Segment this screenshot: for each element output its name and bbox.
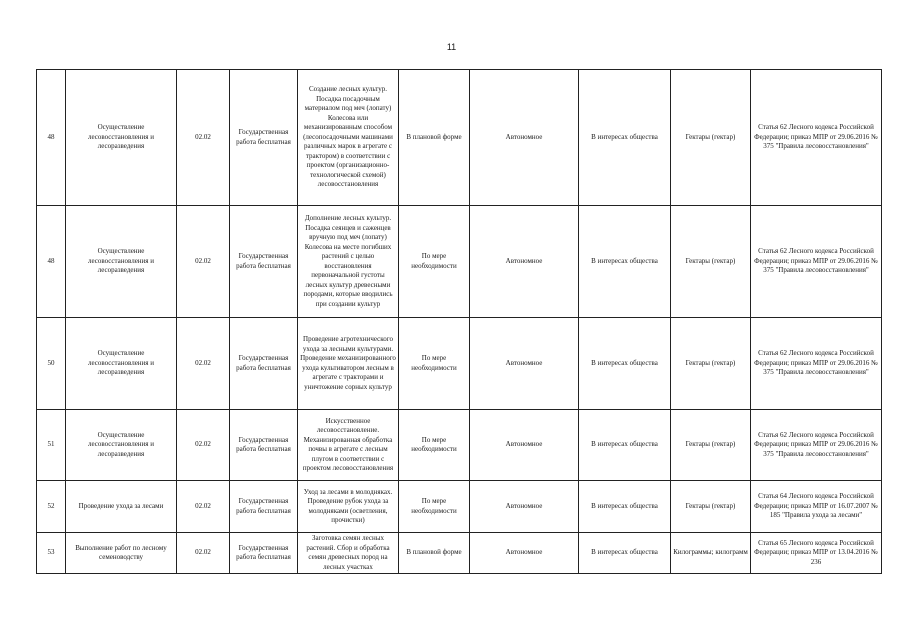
row-number: 52 [37, 481, 66, 533]
page-number: 11 [446, 42, 457, 52]
row-number: 51 [37, 410, 66, 481]
work-mode: Автономное [470, 481, 579, 533]
work-code: 02.02 [177, 318, 230, 410]
work-code: 02.02 [177, 70, 230, 206]
work-type: Государственная работа бесплатная [230, 533, 298, 574]
work-interest: В интересах общества [579, 410, 671, 481]
work-code: 02.02 [177, 481, 230, 533]
work-form: По мере необходимости [399, 481, 470, 533]
work-mode: Автономное [470, 206, 579, 318]
work-form: По мере необходимости [399, 206, 470, 318]
work-code: 02.02 [177, 533, 230, 574]
table-row [37, 70, 882, 206]
work-unit: Гектары (гектар) [671, 481, 751, 533]
work-unit: Гектары (гектар) [671, 410, 751, 481]
legal-basis: Статья 62 Лесного кодекса Российской Федерации; приказ МПР от 29.06.2016 № 375 "Правила лесовосстановления" [751, 70, 882, 206]
work-description: Уход за лесами в молодняках. Проведение рубок ухода за молодняками (осветления, прочистки) [298, 481, 399, 533]
table-row [37, 206, 882, 318]
work-form: В плановой форме [399, 533, 470, 574]
work-unit: Гектары (гектар) [671, 206, 751, 318]
work-description: Дополнение лесных культур. Посадка сеянцев и саженцев вручную под меч (лопату) Колесова на месте погибших растений с целью восстановления первоначальной густоты лесных культур древесными породами, которые вводились при создании культур [298, 206, 399, 318]
work-name: Осуществление лесовосстановления и лесоразведения [66, 206, 177, 318]
work-description: Заготовка семян лесных растений. Сбор и обработка семян древесных пород на лесных участках [298, 533, 399, 574]
table-row [37, 481, 882, 533]
work-type: Государственная работа бесплатная [230, 70, 298, 206]
legal-basis: Статья 62 Лесного кодекса Российской Федерации; приказ МПР от 29.06.2016 № 375 "Правила лесовосстановления" [751, 318, 882, 410]
work-form: По мере необходимости [399, 318, 470, 410]
work-interest: В интересах общества [579, 70, 671, 206]
row-number: 48 [37, 70, 66, 206]
work-interest: В интересах общества [579, 318, 671, 410]
row-number: 50 [37, 318, 66, 410]
work-form: По мере необходимости [399, 410, 470, 481]
work-form: В плановой форме [399, 70, 470, 206]
work-name: Осуществление лесовосстановления и лесоразведения [66, 318, 177, 410]
work-unit: Гектары (гектар) [671, 318, 751, 410]
work-interest: В интересах общества [579, 481, 671, 533]
work-description: Искусственное лесовосстановление. Механизированная обработка почвы в агрегате с лесным плугом в соответствии с проектом лесовосстановления [298, 410, 399, 481]
work-type: Государственная работа бесплатная [230, 481, 298, 533]
work-name: Проведение ухода за лесами [66, 481, 177, 533]
works-table [36, 69, 882, 574]
work-type: Государственная работа бесплатная [230, 318, 298, 410]
legal-basis: Статья 64 Лесного кодекса Российской Федерации; приказ МПР от 16.07.2007 № 185 "Правила ухода за лесами" [751, 481, 882, 533]
work-mode: Автономное [470, 70, 579, 206]
table-row [37, 318, 882, 410]
legal-basis: Статья 62 Лесного кодекса Российской Федерации; приказ МПР от 29.06.2016 № 375 "Правила лесовосстановления" [751, 206, 882, 318]
table-row [37, 533, 882, 574]
table-row [37, 410, 882, 481]
work-mode: Автономное [470, 410, 579, 481]
work-unit: Гектары (гектар) [671, 70, 751, 206]
work-type: Государственная работа бесплатная [230, 206, 298, 318]
work-description: Создание лесных культур. Посадка посадочным материалом под меч (лопату) Колесова или механизированным способом (лесопосадочными машинами различных марок в агрегате с трактором) в соответствии с проектом (организационно-технологической схемой) лесовосстановления [298, 70, 399, 206]
work-description: Проведение агротехнического ухода за лесными культурами. Проведение механизированного ухода культиватором лесным в агрегате с тракторами и уничтожение сорных культур [298, 318, 399, 410]
work-interest: В интересах общества [579, 206, 671, 318]
work-name: Осуществление лесовосстановления и лесоразведения [66, 70, 177, 206]
work-name: Выполнение работ по лесному семеноводству [66, 533, 177, 574]
work-type: Государственная работа бесплатная [230, 410, 298, 481]
work-mode: Автономное [470, 318, 579, 410]
work-code: 02.02 [177, 206, 230, 318]
row-number: 48 [37, 206, 66, 318]
work-interest: В интересах общества [579, 533, 671, 574]
row-number: 53 [37, 533, 66, 574]
work-unit: Килограммы; килограмм [671, 533, 751, 574]
legal-basis: Статья 62 Лесного кодекса Российской Федерации; приказ МПР от 29.06.2016 № 375 "Правила лесовосстановления" [751, 410, 882, 481]
work-code: 02.02 [177, 410, 230, 481]
work-name: Осуществление лесовосстановления и лесоразведения [66, 410, 177, 481]
legal-basis: Статья 65 Лесного кодекса Российской Федерации; приказ МПР от 13.04.2016 № 236 [751, 533, 882, 574]
work-mode: Автономное [470, 533, 579, 574]
